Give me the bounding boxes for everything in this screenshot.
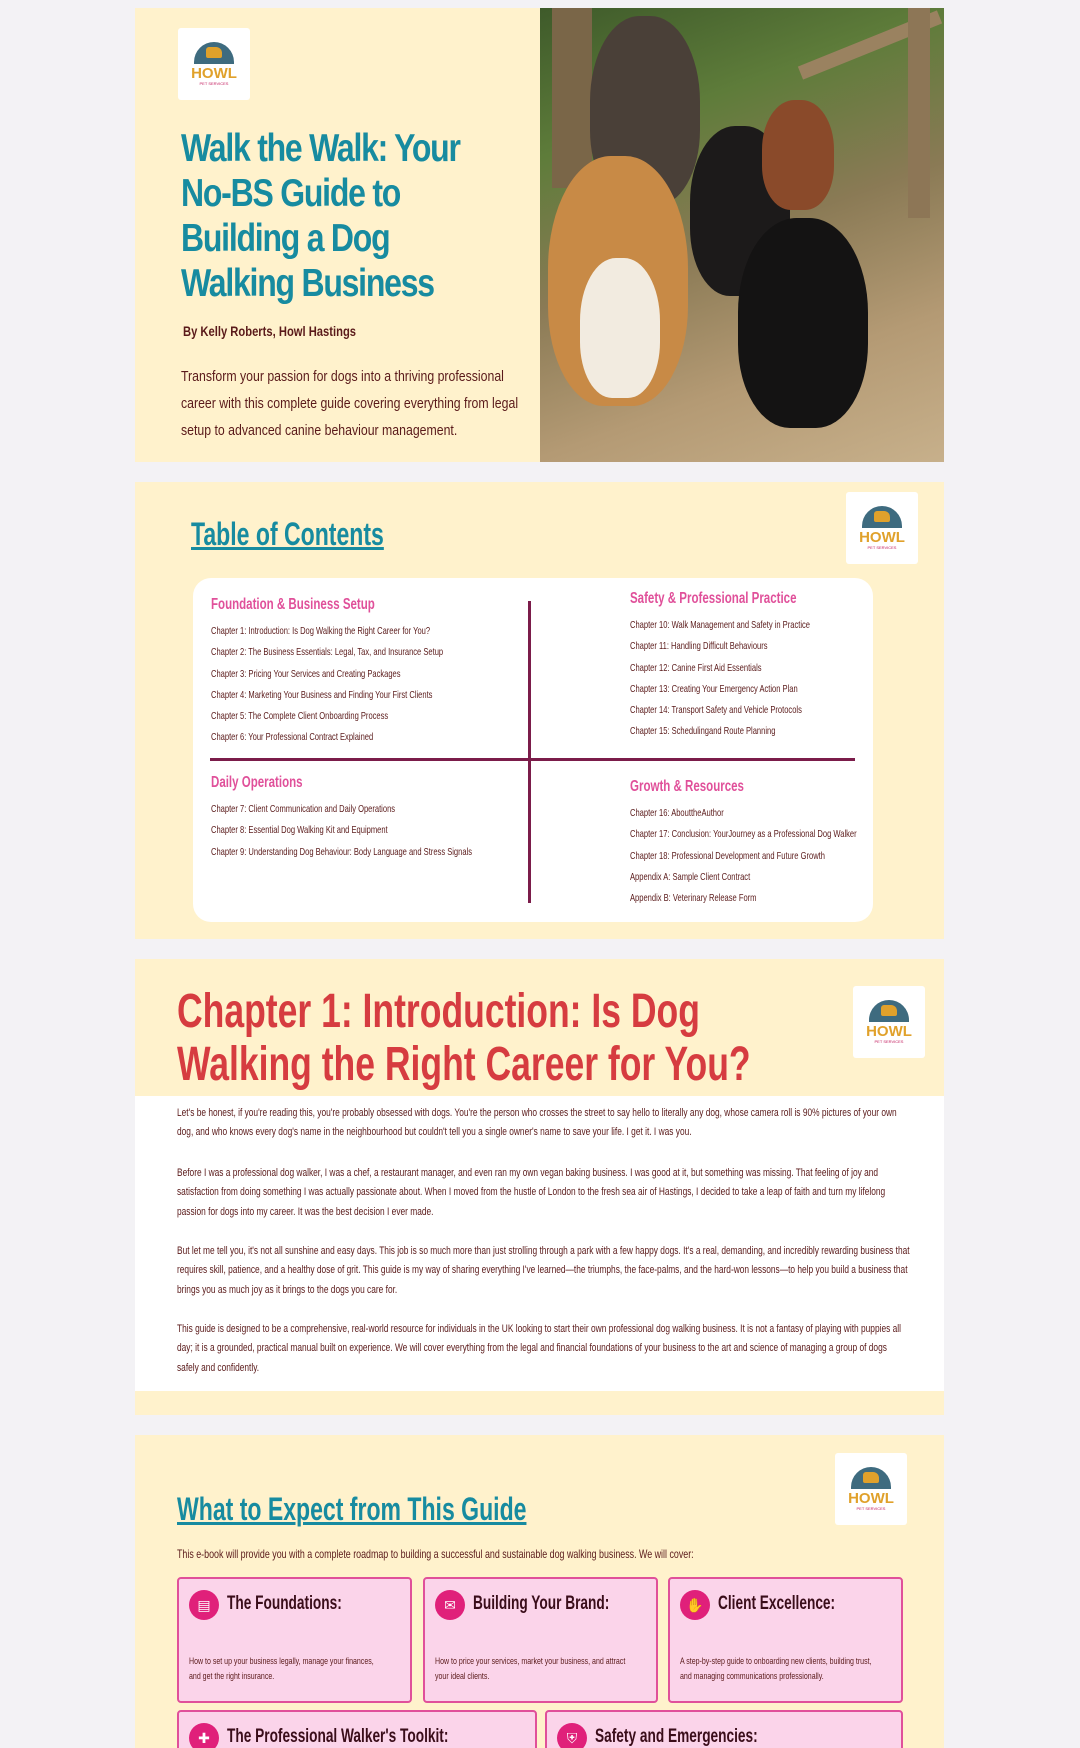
handshake-icon: ✋ — [680, 1590, 710, 1620]
logo-wordmark: HOWL — [859, 529, 905, 546]
cover-title: Walk the Walk: Your No-BS Guide to Building a Dog Walking Business — [181, 127, 460, 305]
cover-description: Transform your passion for dogs into a thriving professional career with this complete guide covering everything from legal setup to advanced canine behaviour management. — [181, 368, 519, 439]
expect-page — [135, 1435, 944, 1748]
chapter1-body — [135, 1096, 944, 1391]
dog-black-two — [738, 218, 868, 428]
expect-intro: This e-book will provide you with a complete roadmap to building a successful and sustainable dog walking business. We will cover: — [177, 1547, 694, 1561]
card-description: A step-by-step guide to onboarding new clients, building trust, and managing communications professionally. — [680, 1656, 872, 1682]
toc-section-heading: Foundation & Business Setup — [211, 596, 375, 613]
chapter1-title: Chapter 1: Introduction: Is Dog Walking the Right Career for You? — [177, 985, 751, 1091]
toc-item[interactable]: Chapter 10: Walk Management and Safety in Practice — [630, 619, 810, 631]
megaphone-icon: ✉ — [435, 1590, 465, 1620]
toc-item[interactable]: Chapter 8: Essential Dog Walking Kit and Equipment — [211, 824, 388, 837]
card-brand[interactable] — [423, 1577, 658, 1703]
expect-title: What to Expect from This Guide — [177, 1491, 527, 1527]
dog-white-chest — [580, 258, 660, 398]
cover-author: By Kelly Roberts, Howl Hastings — [183, 323, 357, 339]
toc-item[interactable]: Chapter 6: Your Professional Contract Explained — [211, 731, 374, 744]
card-title: The Foundations: — [227, 1593, 342, 1614]
dog-small-brown — [762, 100, 834, 210]
toc-section-safety — [630, 590, 880, 743]
toc-item[interactable]: Chapter 7: Client Communication and Daily Operations — [211, 803, 396, 815]
toc-section-daily — [211, 774, 574, 863]
card-description: How to price your services, market your business, and attract your ideal clients. — [435, 1656, 626, 1682]
card-safety[interactable] — [545, 1710, 903, 1748]
toc-item[interactable]: Appendix A: Sample Client Contract — [630, 870, 751, 883]
card-client[interactable] — [668, 1577, 903, 1703]
toc-title: Table of Contents — [191, 516, 384, 552]
toc-section-foundation — [211, 596, 533, 749]
card-title: Safety and Emergencies: — [595, 1726, 758, 1747]
toc-item[interactable]: Chapter 13: Creating Your Emergency Action Plan — [630, 682, 798, 695]
chapter1-paragraph: Let's be honest, if you're reading this, you're probably obsessed with dogs. You're the person who crosses the street to say hello to literally any dog, whose camera roll is 90% pictures of your own dog, and who knows every dog's name in the neighbourhood but couldn't tell you a single owner's name to save your life. I get it. I was you. — [177, 1107, 897, 1139]
document-icon: ▤ — [189, 1590, 219, 1620]
shield-icon: ⛨ — [557, 1723, 587, 1748]
dog-icon — [863, 1472, 879, 1483]
card-toolkit[interactable] — [177, 1710, 537, 1748]
howl-logo — [835, 1453, 907, 1525]
card-description: How to set up your business legally, manage your finances, and get the right insurance. — [189, 1656, 374, 1682]
dog-icon — [206, 47, 222, 58]
dogs-photo — [540, 8, 944, 462]
logo-subtitle: PET SERVICES — [856, 1506, 886, 1511]
toc-item[interactable]: Chapter 17: Conclusion: YourJourney as a Professional Dog Walker — [630, 828, 857, 841]
toc-card — [193, 578, 873, 922]
toc-section-heading: Daily Operations — [211, 774, 303, 791]
first-aid-icon: ✚ — [189, 1723, 219, 1748]
toc-item[interactable]: Chapter 1: Introduction: Is Dog Walking the Right Career for You? — [211, 625, 431, 637]
howl-logo — [178, 28, 250, 100]
toc-page — [135, 482, 944, 939]
toc-item[interactable]: Chapter 12: Canine First Aid Essentials — [630, 661, 762, 674]
logo-subtitle: PET SERVICES — [874, 1039, 904, 1044]
chapter1-paragraph: Before I was a professional dog walker, I was a chef, a restaurant manager, and even ran my own vegan baking business. I was good at it, but something was missing. That feeling of joy and satisfaction from doing something I was actually passionate about. When I moved from the hustle of London to the fresh sea air of Hastings, I decided to take a leap of faith and turn my lifelong passion for dogs into my career. It was the best decision I ever made. — [177, 1167, 886, 1218]
logo-subtitle: PET SERVICES — [199, 81, 229, 86]
toc-item[interactable]: Chapter 2: The Business Essentials: Legal, Tax, and Insurance Setup — [211, 646, 444, 659]
toc-divider-horizontal — [210, 758, 855, 761]
chapter1-paragraph: This guide is designed to be a comprehensive, real-world resource for individuals in the UK looking to start their own professional dog walking business. It is not a fantasy of playing with puppies all day; it is a grounded, practical manual built on experience. We will cover everything from the legal and financial foundations of your business to the art and science of managing a group of dogs safely and confidently. — [177, 1323, 901, 1374]
toc-item[interactable]: Chapter 16: AbouttheAuthor — [630, 807, 724, 819]
logo-wordmark: HOWL — [191, 65, 237, 82]
dog-icon — [881, 1005, 897, 1016]
logo-dome — [194, 42, 234, 64]
toc-section-heading: Safety & Professional Practice — [630, 590, 797, 607]
howl-logo — [846, 492, 918, 564]
logo-wordmark: HOWL — [848, 1490, 894, 1507]
chapter1-page — [135, 959, 944, 1415]
toc-item[interactable]: Chapter 18: Professional Development and Future Growth — [630, 849, 825, 862]
toc-item[interactable]: Chapter 14: Transport Safety and Vehicle Protocols — [630, 704, 802, 717]
toc-item[interactable]: Chapter 9: Understanding Dog Behaviour: Body Language and Stress Signals — [211, 845, 472, 858]
logo-dome — [862, 506, 902, 528]
card-foundations[interactable] — [177, 1577, 412, 1703]
logo-wordmark: HOWL — [866, 1023, 912, 1040]
toc-section-growth — [630, 778, 944, 909]
toc-item[interactable]: Chapter 3: Pricing Your Services and Creating Packages — [211, 667, 401, 680]
toc-item[interactable]: Chapter 15: Schedulingand Route Planning — [630, 725, 776, 738]
card-title: Building Your Brand: — [473, 1593, 610, 1614]
toc-item[interactable]: Chapter 11: Handling Difficult Behaviours — [630, 640, 768, 653]
cover-text-panel — [135, 8, 540, 462]
logo-dome — [851, 1467, 891, 1489]
card-title: Client Excellence: — [718, 1593, 836, 1614]
dog-icon — [874, 511, 890, 522]
toc-section-heading: Growth & Resources — [630, 778, 744, 795]
toc-item[interactable]: Chapter 5: The Complete Client Onboarding Process — [211, 710, 389, 723]
howl-logo — [853, 986, 925, 1058]
photo-fence-post — [908, 8, 930, 218]
logo-subtitle: PET SERVICES — [867, 545, 897, 550]
logo-dome — [869, 1000, 909, 1022]
cover-page — [135, 8, 944, 462]
photo-signpost — [552, 8, 592, 188]
toc-item[interactable]: Chapter 4: Marketing Your Business and Finding Your First Clients — [211, 688, 433, 701]
toc-item[interactable]: Appendix B: Veterinary Release Form — [630, 892, 757, 905]
chapter1-paragraph: But let me tell you, it's not all sunshine and easy days. This job is so much more than just strolling through a park with a few happy dogs. It's a real, demanding, and incredibly rewarding business that requires skill, patience, and a healthy dose of grit. This guide is my way of sharing everything I've learned—the triumphs, the face-palms, and the hard-won lessons—to help you build a business that brings you as much joy as it brings to the dogs you care for. — [177, 1245, 910, 1296]
card-title: The Professional Walker's Toolkit: — [227, 1726, 449, 1747]
